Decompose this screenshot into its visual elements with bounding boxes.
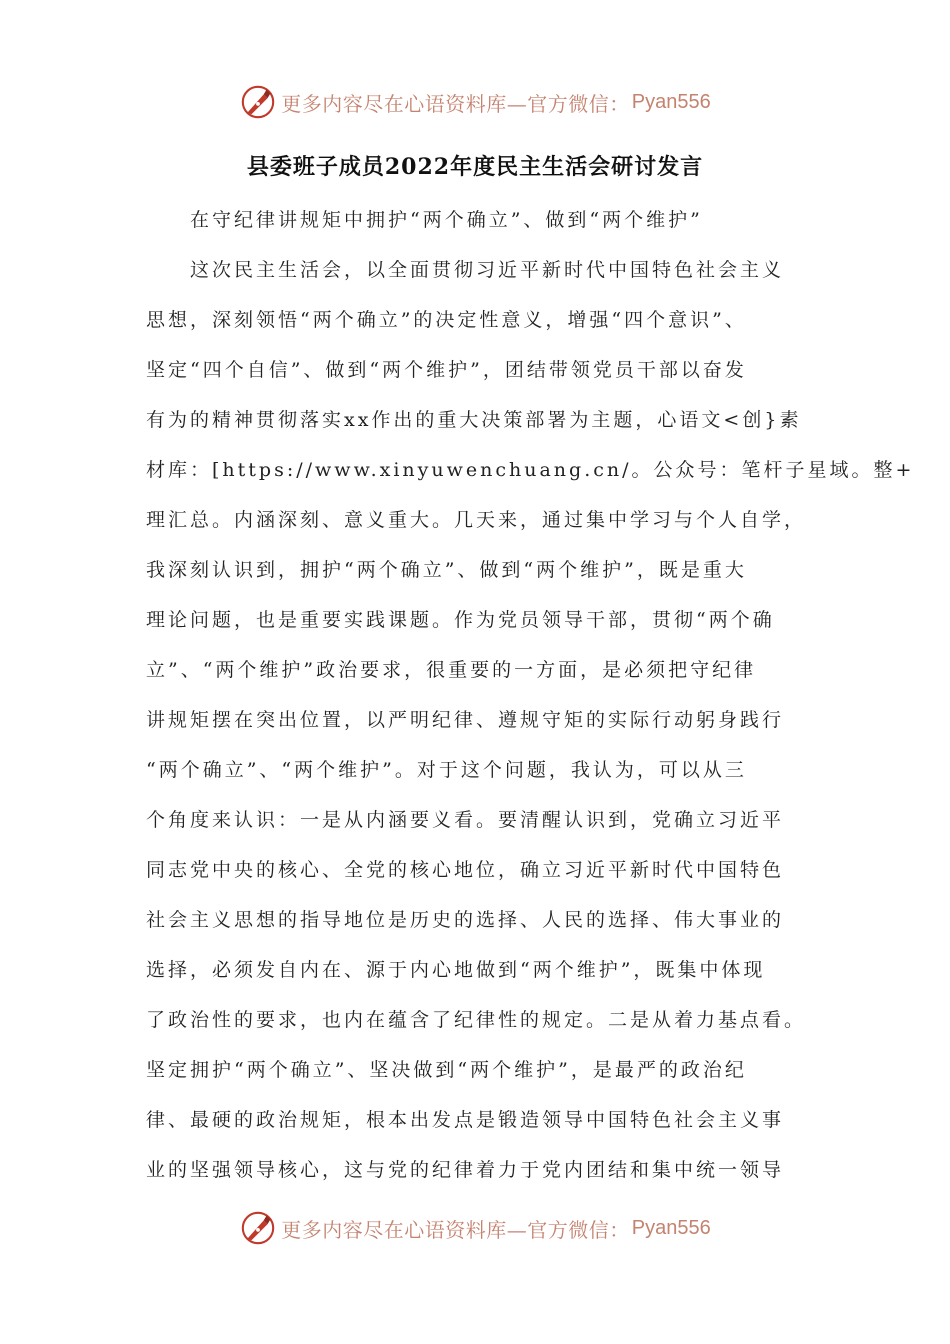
body-line: 同志党中央的核心、全党的核心地位，确立习近平新时代中国特色 — [146, 859, 785, 881]
body-line: 有为的精神贯彻落实xx作出的重大决策部署为主题，心语文<创}素 — [146, 409, 802, 431]
body-line: 坚定拥护“两个确立”、坚决做到“两个维护”，是最严的政治纪 — [146, 1059, 747, 1081]
body-line: 个角度来认识：一是从内涵要义看。要清醒认识到，党确立习近平 — [146, 809, 785, 831]
body-line: 选择，必须发自内在、源于内心地做到“两个维护”，既集中体现 — [146, 959, 766, 981]
body-line: 业的坚强领导核心，这与党的纪律着力于党内团结和集中统一领导 — [146, 1159, 785, 1181]
banner-wechat-id: Pyan556 — [631, 90, 711, 113]
body-line: 律、最硬的政治规矩，根本出发点是锻造领导中国特色社会主义事 — [146, 1109, 785, 1131]
footer-banner — [0, 1208, 950, 1248]
body-line: 理论问题，也是重要实践课题。作为党员领导干部，贯彻“两个确 — [146, 609, 775, 631]
body-line: 社会主义思想的指导地位是历史的选择、人民的选择、伟大事业的 — [146, 909, 785, 931]
header-banner — [0, 82, 950, 122]
body-line: 我深刻认识到，拥护“两个确立”、做到“两个维护”，既是重大 — [146, 559, 747, 581]
body-line: 这次民主生活会，以全面贯彻习近平新时代中国特色社会主义 — [190, 259, 785, 281]
body-line: “两个确立”、“两个维护”。对于这个问题，我认为，可以从三 — [146, 759, 747, 781]
body-line: 讲规矩摆在突出位置，以严明纪律、遵规守矩的实际行动躬身践行 — [146, 709, 785, 731]
body-line: 了政治性的要求，也内在蕴含了纪律性的规定。二是从着力基点看。 — [146, 1009, 807, 1031]
document-body — [146, 253, 915, 1203]
body-line: 坚定“四个自信”、做到“两个维护”，团结带领党员干部以奋发 — [146, 359, 747, 381]
banner-text: 更多内容尽在心语资料库—官方微信： — [281, 1217, 630, 1242]
banner-text: 更多内容尽在心语资料库—官方微信： — [281, 91, 630, 116]
body-line: 理汇总。内涵深刻、意义重大。几天来，通过集中学习与个人自学， — [146, 509, 807, 531]
document-title: 县委班子成员2022年度民主生活会研讨发言 — [246, 154, 704, 180]
body-line: 立”、“两个维护”政治要求，很重要的一方面，是必须把守纪律 — [146, 659, 757, 681]
body-line: 思想，深刻领悟“两个确立”的决定性意义，增强“四个意识”、 — [146, 309, 747, 331]
pen-nib-logo-icon — [239, 83, 277, 121]
pen-nib-logo-icon — [239, 1209, 277, 1247]
body-line: 材库：[https://www.xinyuwenchuang.cn/。公众号：笔杆子星域。整+ — [146, 459, 915, 481]
banner-wechat-id: Pyan556 — [631, 1216, 711, 1239]
document-subtitle: 在守纪律讲规矩中拥护“两个确立”、做到“两个维护” — [190, 209, 703, 231]
